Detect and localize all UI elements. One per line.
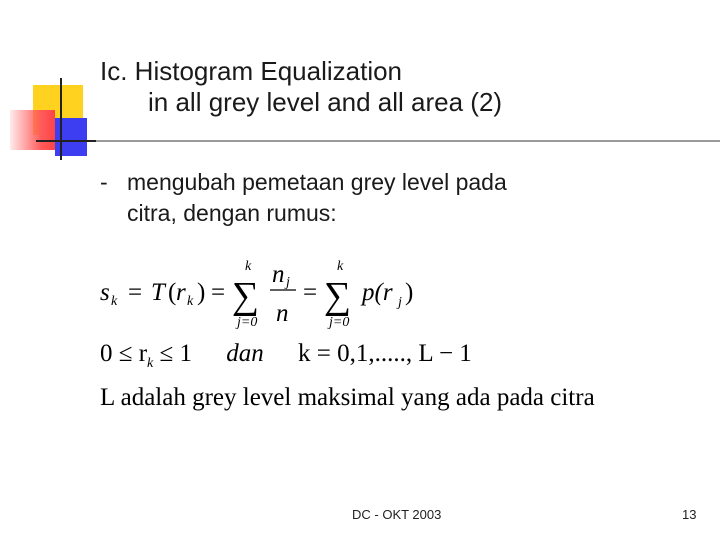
formula-paren-open: ( xyxy=(168,279,177,306)
title-line-2: in all grey level and all area (2) xyxy=(148,87,503,117)
title-divider-line xyxy=(36,140,720,142)
frac-den: n xyxy=(276,300,289,327)
logo-red-square xyxy=(10,110,55,150)
formula-p-term: p(r xyxy=(362,279,393,306)
footer-text: DC - OKT 2003 xyxy=(352,507,442,522)
sum1-sigma: ∑ xyxy=(232,275,260,317)
condition-range: 0 ≤ r xyxy=(100,340,148,367)
formula-eq-3: = xyxy=(303,279,318,306)
title-line-1: Ic. Histogram Equalization xyxy=(100,56,403,86)
sum1-upper: k xyxy=(245,259,252,274)
condition-k: k = 0,1,....., L − 1 xyxy=(298,340,472,367)
equalization-formula xyxy=(96,254,476,334)
formula-p-close: ) xyxy=(405,279,414,306)
bullet-dash: - xyxy=(100,169,108,195)
condition-line xyxy=(100,340,472,372)
condition-range-end: ≤ 1 xyxy=(159,340,192,367)
formula-r: r xyxy=(176,279,186,306)
frac-num-sub: j xyxy=(286,275,290,290)
bullet-point xyxy=(100,167,507,229)
formula-s: s xyxy=(100,279,110,306)
sum2-upper: k xyxy=(337,259,344,274)
sum2-sigma: ∑ xyxy=(324,275,352,317)
formula-eq-1: = xyxy=(128,279,143,306)
bullet-line-2: citra, dengan rumus: xyxy=(127,200,337,226)
formula-p-sub: j xyxy=(398,295,402,310)
page-number: 13 xyxy=(682,507,697,522)
formula-r-sub: k xyxy=(187,294,194,309)
condition-range-sub: k xyxy=(147,356,154,371)
slide-title xyxy=(100,56,502,118)
formula-s-sub: k xyxy=(111,294,118,309)
frac-num-n: n xyxy=(272,261,285,288)
formula-eq-2: = xyxy=(211,279,226,306)
condition-dan: dan xyxy=(226,340,264,367)
logo-vertical-line xyxy=(60,78,62,160)
bullet-line-1: mengubah pemetaan grey level pada xyxy=(127,169,507,195)
sum1-lower: j=0 xyxy=(237,315,258,330)
formula-paren-close: ) xyxy=(197,279,206,306)
description-text: L adalah grey level maksimal yang ada pada citra xyxy=(100,384,595,411)
formula-T: T xyxy=(151,279,165,306)
sum2-lower: j=0 xyxy=(329,315,350,330)
